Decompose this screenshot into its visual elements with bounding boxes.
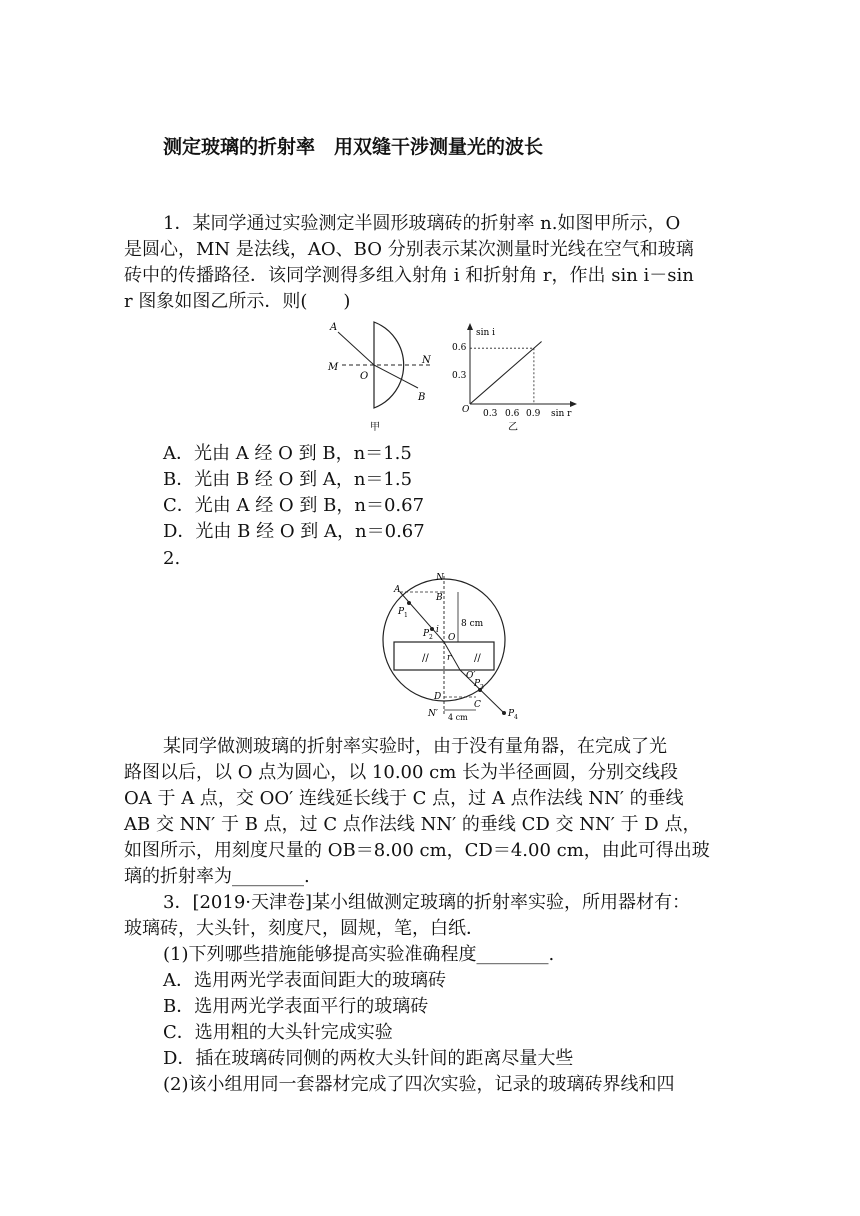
- label-n-prime: N′: [428, 709, 438, 719]
- pin-p2: [430, 627, 434, 631]
- label-p3: P: [474, 679, 481, 689]
- label-a: A: [330, 322, 338, 333]
- q3-line-3: (1)下列哪些措施能够提高实验准确程度________.: [163, 944, 555, 965]
- q1-line-3: 砖中的传播路径．该同学测得多组入射角 i 和折射角 r，作出 sin i－sin: [124, 265, 694, 286]
- q2-line-6: 璃的折射率为________.: [124, 866, 310, 887]
- y-tick-label: 0.3: [452, 371, 467, 381]
- label-o: O: [360, 371, 369, 382]
- label-p2-sub: 2: [429, 634, 433, 641]
- label-b: B: [436, 593, 443, 603]
- q1-line-4: r 图象如图乙所示．则( ): [124, 291, 351, 312]
- label-n: N: [422, 355, 431, 366]
- q3-option-a: A．选用两光学表面间距大的玻璃砖: [163, 970, 446, 991]
- label-r: r: [447, 653, 452, 663]
- x-tick-label: 0.6: [505, 409, 520, 419]
- label-p4-sub: 4: [514, 714, 518, 720]
- q2-number: 2.: [163, 548, 181, 569]
- q3-line-2: 玻璃砖，大头针，刻度尺，圆规，笔，白纸．: [124, 918, 484, 939]
- label-i: i: [436, 625, 439, 635]
- q3-option-b: B．选用两光学表面平行的玻璃砖: [163, 996, 429, 1017]
- label-n: N: [436, 573, 444, 583]
- data-line: [470, 342, 542, 404]
- label-a: A: [394, 585, 401, 595]
- figure-q2: [370, 570, 530, 720]
- q2-line-2: 路图以后，以 O 点为圆心，以 10.00 cm 长为半径画圆，分别交线段: [124, 762, 679, 783]
- q1-option-b: B．光由 B 经 O 到 A，n＝1.5: [163, 469, 413, 490]
- q2-line-3: OA 于 A 点，交 OO′ 连线延长线于 C 点，过 A 点作法线 NN′ 的垂线: [124, 788, 684, 809]
- label-c: C: [474, 700, 481, 710]
- glass-hatch: //: [474, 653, 481, 664]
- q3-option-d: D．插在玻璃砖同侧的两枚大头针间的距离尽量大些: [163, 1048, 574, 1069]
- y-axis-label: sin i: [476, 328, 496, 338]
- y-tick-label: 0.6: [452, 343, 467, 353]
- q1-line-1: 1．某同学通过实验测定半圆形玻璃砖的折射率 n.如图甲所示，O: [163, 213, 681, 234]
- pin-p4: [502, 711, 506, 715]
- glass-hatch: //: [422, 653, 429, 664]
- q2-line-4: AB 交 NN′ 于 B 点，过 C 点作法线 NN′ 的垂线 CD 交 NN′ 于 D 点，: [124, 814, 701, 835]
- label-p3-sub: 3: [480, 684, 484, 691]
- label-m: M: [328, 362, 339, 373]
- x-tick-label: 0.9: [526, 409, 541, 419]
- label-o: O: [448, 633, 456, 643]
- label-b: B: [418, 392, 426, 403]
- q1-line-2: 是圆心，MN 是法线，AO、BO 分别表示某次测量时光线在空气和玻璃: [124, 239, 694, 260]
- q3-line-8: (2)该小组用同一套器材完成了四次实验，记录的玻璃砖界线和四: [163, 1074, 675, 1095]
- label-p2: P: [423, 629, 430, 639]
- y-axis-arrow-icon: [467, 323, 473, 330]
- q1-option-a: A．光由 A 经 O 到 B，n＝1.5: [163, 443, 412, 464]
- caption-jia: 甲: [370, 422, 380, 433]
- q3-option-c: C．选用粗的大头针完成实验: [163, 1022, 393, 1043]
- dim-4cm-label: 4 cm: [448, 713, 468, 720]
- q3-line-1: 3．[2019·天津卷]某小组做测定玻璃的折射率实验，所用器材有：: [163, 892, 691, 913]
- figure-jia: [320, 316, 440, 436]
- x-tick-label: 0.3: [483, 409, 498, 419]
- ray-ob: [374, 365, 418, 388]
- dim-8cm-label: 8 cm: [461, 619, 484, 629]
- label-d: D: [434, 692, 442, 702]
- q2-line-1: 某同学做测玻璃的折射率实验时，由于没有量角器，在完成了光: [163, 736, 667, 757]
- q1-option-c: C．光由 A 经 O 到 B，n＝0.67: [163, 495, 425, 516]
- label-p4: P: [508, 709, 515, 719]
- q2-line-5: 如图所示，用刻度尺量的 OB＝8.00 cm，CD＝4.00 cm，由此可得出玻: [124, 840, 710, 861]
- label-o-prime: O′: [466, 671, 476, 681]
- x-axis-label: sin r: [551, 409, 572, 419]
- ray-ao: [338, 332, 374, 365]
- label-p1: P: [398, 607, 405, 617]
- figure-yi: [450, 316, 590, 436]
- x-axis-arrow-icon: [570, 401, 577, 407]
- q1-option-d: D．光由 B 经 O 到 A，n＝0.67: [163, 521, 425, 542]
- pin-p1: [407, 601, 411, 605]
- label-p1-sub: 1: [404, 612, 408, 619]
- page-title: 测定玻璃的折射率 用双缝干涉测量光的波长: [163, 136, 544, 158]
- caption-yi: 乙: [508, 422, 518, 433]
- origin-label: O: [462, 405, 470, 415]
